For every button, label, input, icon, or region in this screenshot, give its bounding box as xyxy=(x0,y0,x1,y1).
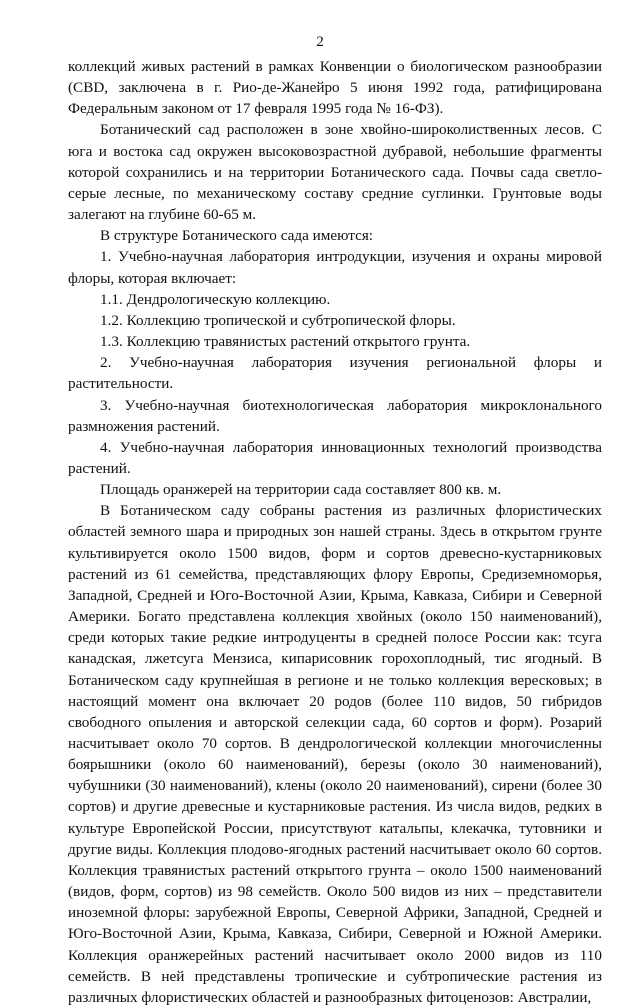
list-item-4: 4. Учебно-научная лаборатория инновационных технологий производства растений. xyxy=(68,438,602,477)
paragraph-structure-intro: В структуре Ботанического сада имеются: xyxy=(100,227,374,245)
list-item-1-1: 1.1. Дендрологическую коллекцию. xyxy=(100,290,331,308)
document-body xyxy=(68,56,602,1008)
paragraph-collections: В Ботаническом саду собраны растения из различных флористических областей земного шара и природных зон нашей страны. Здесь в открытом грунте культивируется около 1500 видов, форм и сортов древесно-кустарниковых растений из 61 семейства, представляющих флору Европы, Средиземноморья, Западной, Средней и Юго-Восточной Азии, Крыма, Кавказа, Сибири и Северной Америки. Богато представлена коллекция хвойных (около 150 наименований), среди которых такие редкие интродуценты в средней полосе России как: тсуга канадская, лжетсуга Мензиса, кипарисовник горохоплодный, тис ягодный. В Ботаническом саду крупнейшая в регионе и не только коллекция вересковых; в настоящий момент она включает 20 родов (более 110 видов, 50 гибридов свободного опыления и авторской селекции сада, 60 сортов и форм). Розарий насчитывает около 70 сортов. В дендрологической коллекции многочисленны боярышники (около 60 наименований), березы (около 30 наименований), чубушники (30 наименований), клены (около 20 наименований), сирени (более 30 сортов) и другие древесные и кустарниковые растения. Из числа видов, редких в культуре Европейской России, присутствуют катальпы, клекачка, тутовники и другие виды. Коллекция плодово-ягодных растений насчитывает около 60 сортов. Коллекция травянистых растений открытого грунта – около 1500 наименований (видов, форм, сортов) из 98 семейств. Около 500 видов из них – представители иноземной флоры: зарубежной Европы, Северной Африки, Западной, Средней и Юго-Восточной Азии, Крыма, Кавказа, Сибири, Северной и Южной Америки. Коллекция оранжерейных растений насчитывает около 2000 видов из 110 семейств. В ней представлены тропические и субтропические растения из различных флористических областей и разнообразных фитоценозов: Австралии, xyxy=(68,502,602,1006)
list-item-1: 1. Учебно-научная лаборатория интродукции, изучения и охраны мировой флоры, которая включает: xyxy=(68,248,602,287)
paragraph-continuation: коллекций живых растений в рамках Конвенции о биологическом разнообразии (CBD, заключена в г. Рио-де-Жанейро 5 июня 1992 года, ратифицирована Федеральным законом от 17 февраля 1995 года № 16-ФЗ). xyxy=(68,58,602,118)
page-number: 2 xyxy=(316,33,324,50)
list-item-3: 3. Учебно-научная биотехнологическая лаборатория микроклонального размножения растений. xyxy=(68,396,602,435)
paragraph-location: Ботанический сад расположен в зоне хвойно-широколиственных лесов. С юга и востока сад окружен высоковозрастной дубравой, небольшие фрагменты которой сохранились и на территории Ботанического сада. Почвы сада светло-серые лесные, по механическому составу средние суглинки. Грунтовые воды залегают на глубине 60-65 м. xyxy=(68,121,602,224)
paragraph-greenhouse-area: Площадь оранжерей на территории сада составляет 800 кв. м. xyxy=(100,481,502,499)
list-item-1-2: 1.2. Коллекцию тропической и субтропической флоры. xyxy=(100,311,456,329)
list-item-1-3: 1.3. Коллекцию травянистых растений открытого грунта. xyxy=(100,333,471,351)
list-item-2: 2. Учебно-научная лаборатория изучения региональной флоры и растительности. xyxy=(68,354,602,393)
